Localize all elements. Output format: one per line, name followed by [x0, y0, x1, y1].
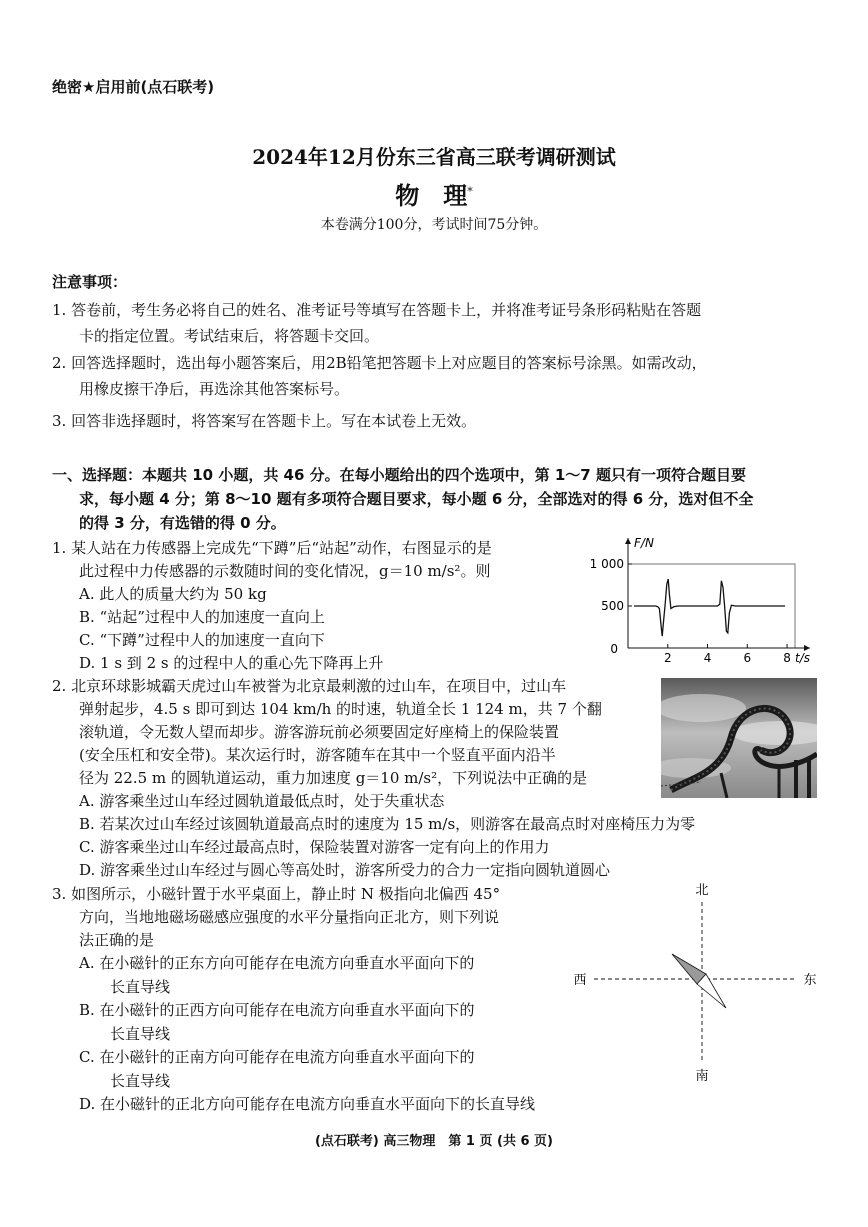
question-2-option-c: C. 游客乘坐过山车经过最高点时，保险装置对游客一定有向上的作用力 — [79, 838, 550, 856]
series-line — [634, 579, 785, 636]
section-heading-line: 求，每小题 4 分；第 8～10 题有多项符合题目要求，每小题 6 分，全部选对的得 6 分，选对但不全 — [79, 490, 754, 508]
x-tick-label: 6 — [743, 651, 752, 665]
x-axis-label: t/s — [795, 651, 810, 665]
score-line: 本卷满分100分，考试时间75分钟。 — [320, 217, 548, 233]
y-axis-label: F/N — [634, 536, 654, 550]
subject-name: 物 理 — [395, 181, 468, 210]
question-1-option-c: C. “下蹲”过程中人的加速度一直向下 — [79, 631, 325, 649]
exam-title: 2024年12月份东三省高三联考调研测试 — [252, 145, 616, 169]
question-3-option-a: A. 在小磁针的正东方向可能存在电流方向垂直水平面向下的 — [79, 954, 475, 972]
question-3-option-b: B. 在小磁针的正西方向可能存在电流方向垂直水平面向下的 — [79, 1001, 475, 1019]
question-3-option-a-cont: 长直导线 — [110, 978, 171, 996]
question-2-line: 弹射起步，4.5 s 即可到达 104 km/h 的时速，轨道全长 1 124 m，共 7 个翻 — [79, 700, 602, 718]
subject-mark: * — [467, 185, 473, 198]
question-3-line: 方向，当地地磁场磁感应强度的水平分量指向正北方，则下列说 — [79, 908, 500, 926]
question-2-line: 2. 北京环球影城霸天虎过山车被誉为北京最刺激的过山车，在项目中，过山车 — [52, 677, 567, 695]
notice-line: 3. 回答非选择题时，将答案写在答题卡上。写在本试卷上无效。 — [52, 412, 477, 430]
question-1-option-a: A. 此人的质量大约为 50 kg — [79, 585, 267, 603]
notice-line: 用橡皮擦干净后，再选涂其他答案标号。 — [79, 380, 350, 398]
question-1-option-d: D. 1 s 到 2 s 的过程中人的重心先下降再上升 — [79, 654, 384, 672]
question-2-option-d: D. 游客乘坐过山车经过与圆心等高处时，游客所受力的合力一定指向圆轨道圆心 — [79, 861, 611, 879]
y-tick-label: 1 000 — [590, 557, 624, 571]
question-2-option-b: B. 若某次过山车经过该圆轨道最高点时的速度为 15 m/s，则游客在最高点时对座椅压力为零 — [79, 815, 696, 833]
force-time-chart — [590, 534, 820, 668]
page-footer: (点石联考) 高三物理 第 1 页 (共 6 页) — [314, 1134, 553, 1149]
origin-label: 0 — [610, 642, 618, 656]
west-label: 西 — [573, 973, 587, 988]
notice-line: 1. 答卷前，考生务必将自己的姓名、准考证号等填写在答题卡上，并将准考证号条形码粘贴在答题 — [52, 301, 702, 319]
question-3-option-d: D. 在小磁针的正北方向可能存在电流方向垂直水平面向下的长直导线 — [79, 1095, 536, 1113]
x-tick-label: 8 — [783, 651, 791, 665]
question-2-line: (安全压杠和安全带)。某次运行时，游客随车在其中一个竖直平面内沿半 — [79, 746, 556, 764]
subject-title — [0, 176, 868, 211]
question-1-option-b: B. “站起”过程中人的加速度一直向上 — [79, 608, 325, 626]
question-2-line: 滚轨道，令无数人望而却步。游客游玩前必须要固定好座椅上的保险装置 — [79, 723, 560, 741]
section-heading-line: 的得 3 分，有选错的得 0 分。 — [79, 514, 286, 532]
question-1-line: 1. 某人站在力传感器上完成先“下蹲”后“站起”动作，右图显示的是 — [52, 539, 492, 557]
x-tick-label: 2 — [663, 651, 672, 665]
east-label: 东 — [803, 973, 817, 988]
y-tick-label: 500 — [601, 599, 624, 613]
secret-mark: 绝密★启用前(点石联考) — [52, 78, 215, 96]
question-2-option-a: A. 游客乘坐过山车经过圆轨道最低点时，处于失重状态 — [79, 792, 445, 810]
question-3-line: 3. 如图所示，小磁针置于水平桌面上，静止时 N 极指向北偏西 45° — [52, 885, 501, 903]
section-heading-line: 一、选择题：本题共 10 小题，共 46 分。在每小题给出的四个选项中，第 1～7 题只有一项符合题目要 — [52, 466, 746, 484]
compass-diagram — [566, 880, 826, 1086]
question-3-option-b-cont: 长直导线 — [110, 1025, 171, 1043]
notice-title: 注意事项： — [52, 273, 128, 291]
notice-line: 2. 回答选择题时，选出每小题答案后，用2B铅笔把答题卡上对应题目的答案标号涂黑。如需改动， — [52, 354, 707, 372]
question-3-option-c: C. 在小磁针的正南方向可能存在电流方向垂直水平面向下的 — [79, 1048, 475, 1066]
question-3-option-c-cont: 长直导线 — [110, 1072, 171, 1090]
x-tick-label: 4 — [703, 651, 712, 665]
south-label: 南 — [695, 1069, 709, 1084]
question-3-line: 法正确的是 — [79, 931, 155, 949]
notice-line: 卡的指定位置。考试结束后，将答题卡交回。 — [79, 327, 380, 345]
roller-coaster-photo — [661, 678, 817, 798]
question-2-line: 径为 22.5 m 的圆轨道运动，重力加速度 g＝10 m/s²，下列说法中正确的是 — [79, 769, 588, 787]
north-label: 北 — [695, 883, 709, 898]
question-1-line: 此过程中力传感器的示数随时间的变化情况，g＝10 m/s²。则 — [79, 562, 491, 580]
